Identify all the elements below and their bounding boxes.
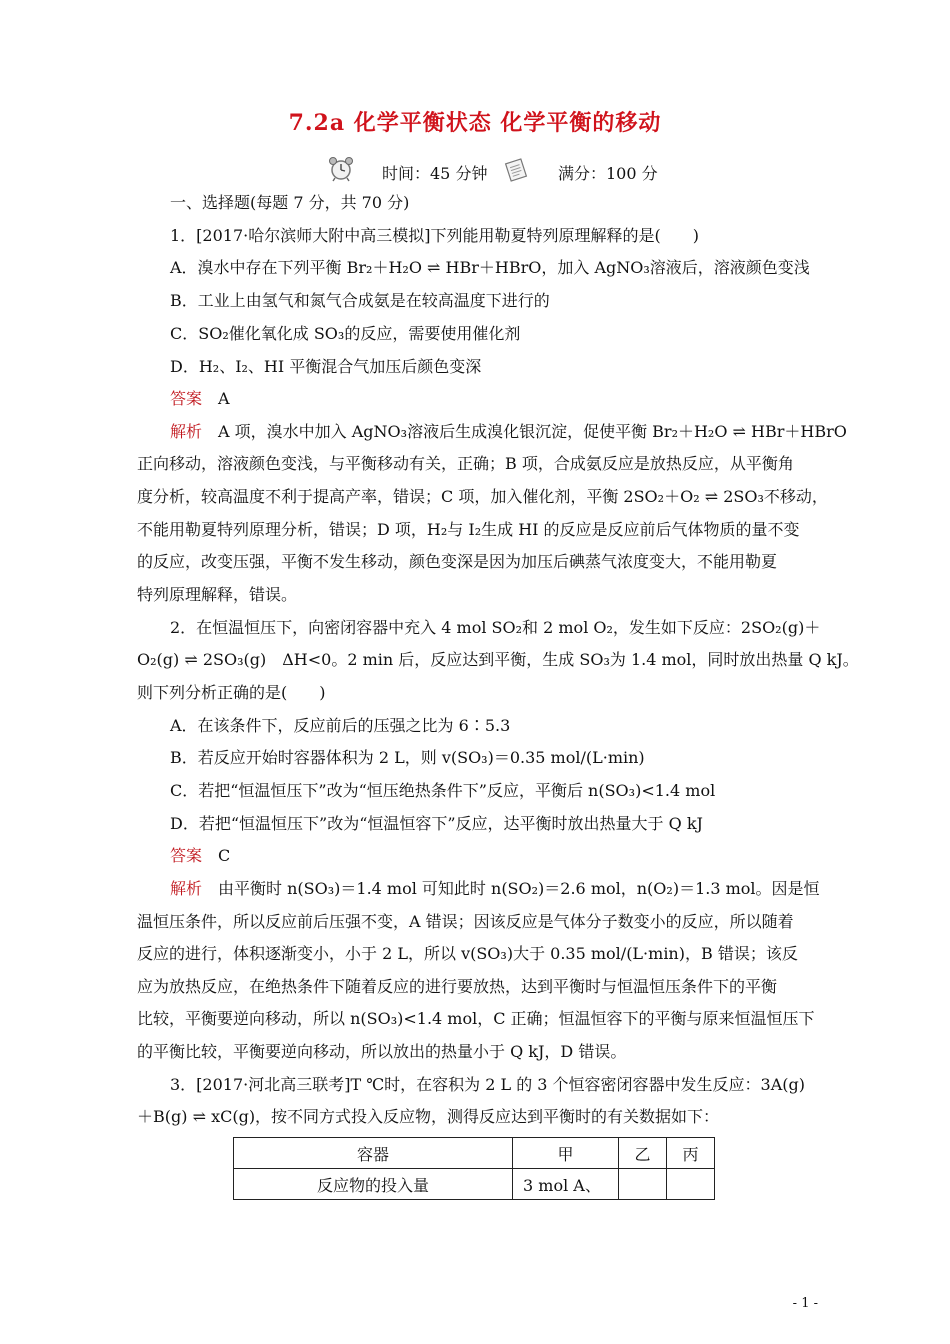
q1-analysis-line <box>170 422 850 442</box>
full-score: 满分：100 分 <box>558 164 658 183</box>
q1-analysis-line: 不能用勒夏特列原理分析，错误；D 项，H₂与 I₂生成 HI 的反应是反应前后气体物质的量不变 <box>137 520 800 539</box>
q2-analysis-line: 反应的进行，体积逐渐变小，小于 2 L，所以 v(SO₃)大于 0.35 mol/(L·min)，B 错误；该反 <box>137 944 798 963</box>
q3-stem: 3．[2017·河北高三联考]T ℃时，在容积为 2 L 的 3 个恒容密闭容器中发生反应：3A(g) <box>170 1075 806 1094</box>
q3-stem: ＋B(g) ⇌ xC(g)，按不同方式投入反应物，测得反应达到平衡时的有关数据如下： <box>137 1107 720 1126</box>
q1-option-b: B．工业上由氢气和氮气合成氨是在较高温度下进行的 <box>170 291 550 310</box>
q2-stem: O₂(g) ⇌ 2SO₃(g) ΔH<0。2 min 后，反应达到平衡，生成 SO₃为 1.4 mol，同时放出热量 Q kJ。 <box>137 650 859 669</box>
q2-option-b: B．若反应开始时容器体积为 2 L，则 v(SO₃)＝0.35 mol/(L·min) <box>170 748 645 767</box>
table-header-cell: 丙 <box>667 1138 715 1169</box>
q1-analysis-line: 度分析，较高温度不利于提高产率，错误；C 项，加入催化剂，平衡 2SO₂＋O₂ ⇌ 2SO₃不移动， <box>137 487 828 506</box>
q1-stem: 1．[2017·哈尔滨师大附中高三模拟]下列能用勒夏特列原理解释的是( ) <box>170 226 699 245</box>
analysis-text: A 项，溴水中加入 AgNO₃溶液后生成溴化银沉淀，促使平衡 Br₂＋H₂O ⇌ HBr＋HBrO <box>218 422 847 441</box>
table-header-row <box>234 1138 715 1169</box>
table-header-cell: 甲 <box>513 1138 619 1169</box>
q1-analysis-line: 的反应，改变压强，平衡不发生移动，颜色变深是因为加压后碘蒸气浓度变大，不能用勒夏 <box>137 552 778 571</box>
time-limit: 时间：45 分钟 <box>382 164 488 183</box>
table-cell <box>667 1169 715 1200</box>
q1-option-d: D．H₂、I₂、HI 平衡混合气加压后颜色变深 <box>170 357 482 376</box>
table-header-cell: 乙 <box>619 1138 667 1169</box>
q2-option-c: C．若把“恒温恒压下”改为“恒压绝热条件下”反应，平衡后 n(SO₃)<1.4 mol <box>170 781 716 800</box>
q1-analysis-line: 特列原理解释，错误。 <box>137 585 298 604</box>
q2-option-d: D．若把“恒温恒压下”改为“恒温恒容下”反应，达平衡时放出热量大于 Q kJ <box>170 814 703 833</box>
q2-option-a: A．在该条件下，反应前后的压强之比为 6∶5.3 <box>170 716 511 735</box>
q2-answer <box>170 846 850 866</box>
answer-value: C <box>218 846 231 865</box>
analysis-text: 由平衡时 n(SO₃)＝1.4 mol 可知此时 n(SO₂)＝2.6 mol，n(O₂)＝1.3 mol。因是恒 <box>218 879 820 898</box>
table-cell: 反应物的投入量 <box>234 1169 513 1200</box>
q2-stem: 则下列分析正确的是( ) <box>137 683 326 702</box>
table-header-cell: 容器 <box>234 1138 513 1169</box>
q2-analysis-line: 的平衡比较，平衡要逆向移动，所以放出的热量小于 Q kJ，D 错误。 <box>137 1042 627 1061</box>
answer-label: 答案 <box>170 846 203 865</box>
page-title: 7.2a 化学平衡状态 化学平衡的移动 <box>288 110 662 136</box>
analysis-label: 解析 <box>170 879 203 898</box>
q2-analysis-line: 应为放热反应，在绝热条件下随着反应的进行要放热，达到平衡时与恒温恒压条件下的平衡 <box>137 977 778 996</box>
q2-analysis-line: 温恒压条件，所以反应前后压强不变，A 错误；因该反应是气体分子数变小的反应，所以随着 <box>137 912 794 931</box>
answer-label: 答案 <box>170 389 203 408</box>
q1-answer <box>170 389 850 409</box>
alarm-clock-icon <box>326 156 356 186</box>
q1-option-c: C．SO₂催化氧化成 SO₃的反应，需要使用催化剂 <box>170 324 521 343</box>
data-table <box>233 1137 715 1200</box>
page-number: - 1 - <box>792 1296 818 1311</box>
q1-analysis-line: 正向移动，溶液颜色变浅，与平衡移动有关，正确；B 项，合成氨反应是放热反应，从平衡角 <box>137 454 794 473</box>
q2-analysis-line <box>170 879 850 899</box>
answer-value: A <box>218 389 230 408</box>
analysis-label: 解析 <box>170 422 203 441</box>
table-cell <box>619 1169 667 1200</box>
q2-analysis-line: 比较，平衡要逆向移动，所以 n(SO₃)<1.4 mol，C 正确；恒温恒容下的平衡与原来恒温恒压下 <box>137 1009 815 1028</box>
section-heading: 一、选择题(每题 7 分，共 70 分) <box>170 193 410 212</box>
table-cell: 3 mol A、 <box>513 1169 619 1200</box>
exam-paper-icon <box>502 158 530 186</box>
q1-option-a: A．溴水中存在下列平衡 Br₂＋H₂O ⇌ HBr＋HBrO，加入 AgNO₃溶液后，溶液颜色变浅 <box>170 258 810 277</box>
q2-stem: 2．在恒温恒压下，向密闭容器中充入 4 mol SO₂和 2 mol O₂，发生如下反应：2SO₂(g)＋ <box>170 618 821 637</box>
table-row <box>234 1169 715 1200</box>
exam-meta <box>320 156 680 186</box>
